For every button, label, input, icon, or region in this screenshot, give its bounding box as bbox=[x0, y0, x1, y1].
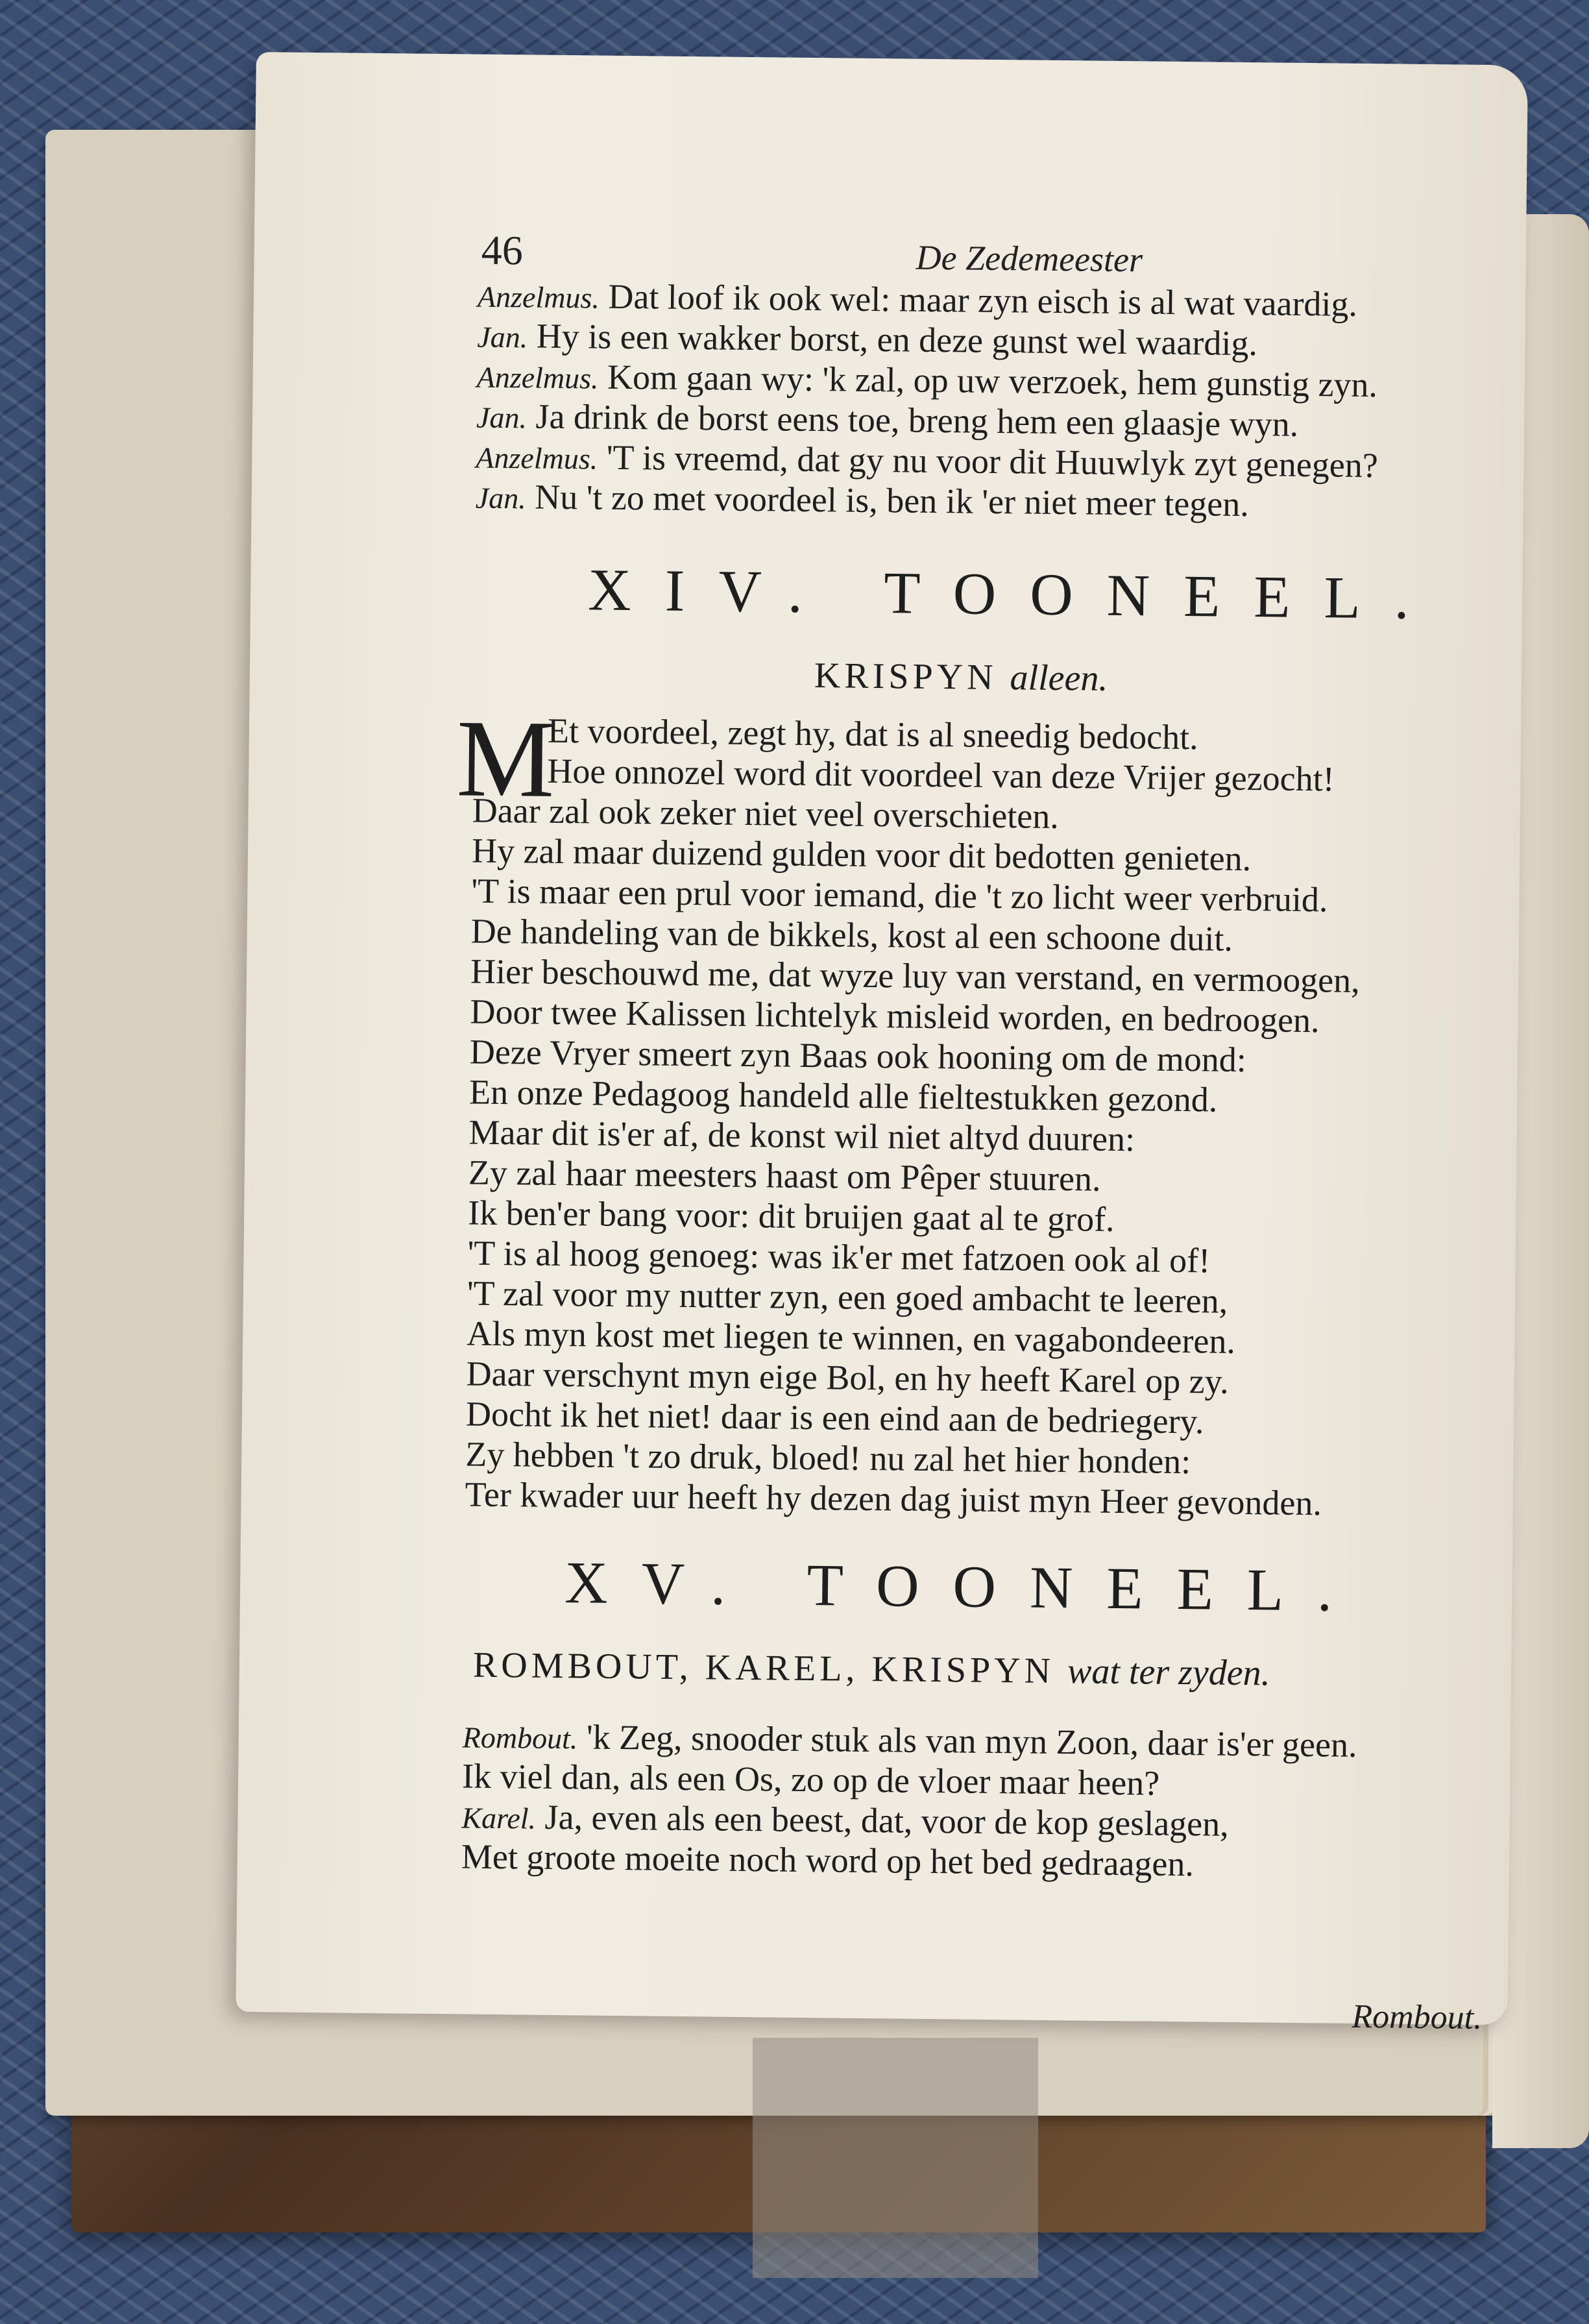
verse-line: 'T is maar een prul voor iemand, die 't zo licht weer verbruid. bbox=[471, 871, 1328, 920]
running-head: De Zedemeester bbox=[916, 238, 1143, 280]
dialogue-line: Karel. Ja, even als een beest, dat, voor de kop geslagen, bbox=[461, 1797, 1230, 1844]
scene-title: XV. TOONEEL. bbox=[564, 1549, 1366, 1624]
dialogue-line: Rombout. 'k Zeg, snooder stuk als van myn Zoon, daar is'er geen. bbox=[462, 1717, 1357, 1765]
page-number: 46 bbox=[481, 226, 524, 274]
dialogue-line: Anzelmus. Dat loof ik ook wel: maar zyn eisch is al wat vaardig. bbox=[477, 276, 1358, 324]
drop-cap: M bbox=[455, 697, 555, 820]
verse-line: Maar dit is'er af, de konst wil niet altyd duuren: bbox=[468, 1112, 1135, 1159]
verse-line: Hier beschouwd me, dat wyze luy van verstand, en vermoogen, bbox=[470, 951, 1361, 1000]
verse-line: Zy zal haar meesters haast om Pêper stuuren. bbox=[468, 1153, 1101, 1199]
dialogue-line: Jan. Hy is een wakker borst, en deze gunst wel waardig. bbox=[477, 316, 1258, 363]
scene-characters: ROMBOUT, KAREL, KRISPYN wat ter zyden. bbox=[472, 1645, 1271, 1694]
verse-line: Deze Vryer smeert zyn Baas ook hooning om de mond: bbox=[469, 1032, 1247, 1080]
verse-line: Daar zal ook zeker niet veel overschieten. bbox=[472, 790, 1060, 837]
dialogue-line: Anzelmus. Kom gaan wy: 'k zal, op uw verzoek, hem gunstig zyn. bbox=[476, 357, 1378, 405]
catchword: Rombout. bbox=[1352, 1998, 1483, 2037]
dialogue-line: Met groote moeite noch word op het bed gedraagen. bbox=[461, 1837, 1195, 1884]
verse-line: Ik ben'er bang voor: dit bruijen gaat al te grof. bbox=[467, 1193, 1115, 1239]
verse-line: Ter kwader uur heeft hy dezen dag juist myn Heer gevonden. bbox=[465, 1474, 1322, 1523]
verse-line: Zy hebben 't zo druk, bloed! nu zal het hier honden: bbox=[465, 1434, 1191, 1482]
dialogue-line: Jan. Ja drink de borst eens toe, breng hem een glaasje wyn. bbox=[476, 397, 1299, 444]
verse-line: Docht ik het niet! daar is een eind aan de bedriegery. bbox=[465, 1394, 1204, 1441]
dialogue-line: Anzelmus. 'T is vreemd, dat gy nu voor dit Huuwlyk zyt genegen? bbox=[476, 437, 1379, 485]
verse-line: 'T is al hoog genoeg: was ik'er met fatzoen ook al of! bbox=[467, 1233, 1211, 1280]
verse-line: Als myn kost met liegen te winnen, en vagabondeeren. bbox=[467, 1314, 1236, 1361]
redaction-block bbox=[753, 2038, 1038, 2278]
verse-line: Door twee Kalissen lichtelyk misleid worden, en bedroogen. bbox=[470, 992, 1320, 1040]
book-page bbox=[236, 52, 1528, 2037]
verse-line: Hoe onnozel word dit voordeel van deze Vrijer gezocht! bbox=[547, 751, 1335, 799]
scene-characters: KRISPYN alleen. bbox=[814, 655, 1108, 699]
dialogue-line: Jan. Nu 't zo met voordeel is, ben ik 'er niet meer tegen. bbox=[475, 477, 1250, 524]
verse-line: De handeling van de bikkels, kost al een schoone duit. bbox=[470, 911, 1233, 959]
verse-line: En onze Pedagoog handeld alle fieltestukken gezond. bbox=[468, 1072, 1218, 1119]
verse-line: 'T zal voor my nutter zyn, een goed ambacht te leeren, bbox=[467, 1273, 1228, 1321]
scene-title: XIV. TOONEEL. bbox=[587, 556, 1444, 632]
verse-line: Et voordeel, zegt hy, dat is al sneedig bedocht. bbox=[547, 711, 1199, 757]
verse-line: Hy zal maar duizend gulden voor dit bedotten genieten. bbox=[471, 831, 1252, 879]
verse-line: Daar verschynt myn eige Bol, en hy heeft Karel op zy. bbox=[466, 1354, 1230, 1401]
dialogue-line: Ik viel dan, als een Os, zo op de vloer maar heen? bbox=[461, 1756, 1160, 1803]
